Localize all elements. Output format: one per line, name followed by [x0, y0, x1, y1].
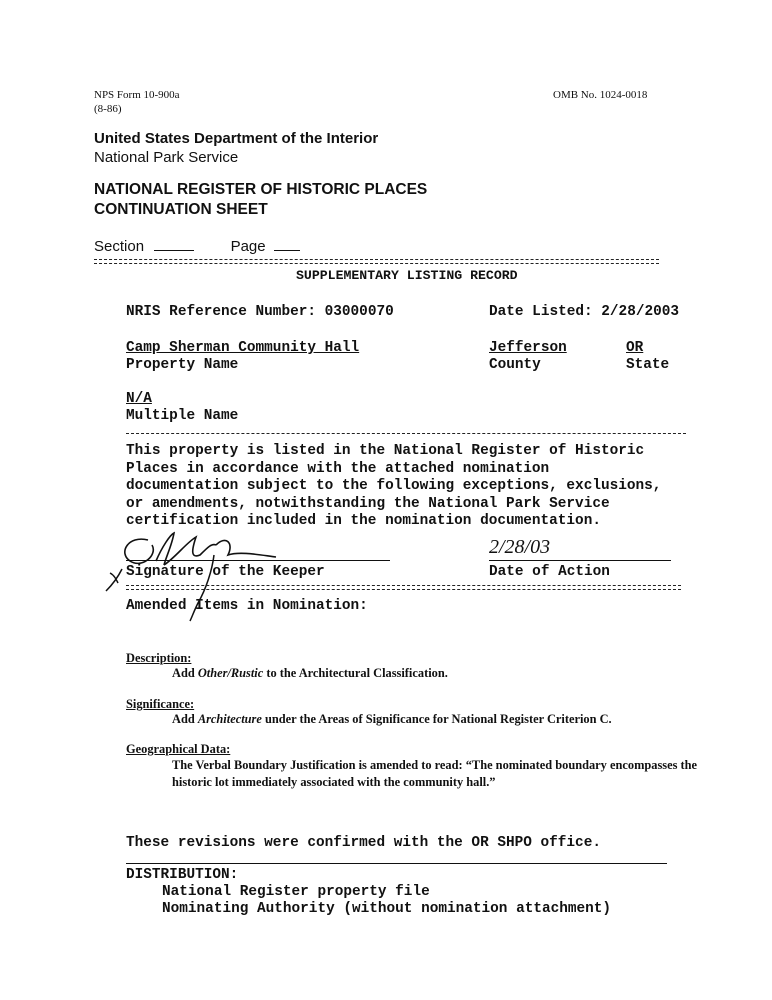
geographical-text: The Verbal Boundary Justification is amended to read: “The nominated boundary encompasses the historic lot immediately associated with the community hall.” [172, 758, 698, 789]
state: OR [626, 340, 644, 356]
nris-number: 03000070 [324, 304, 394, 320]
action-date: 2/28/03 [489, 536, 551, 558]
date-listed-value: 2/28/2003 [601, 304, 680, 320]
distribution-list [162, 884, 611, 918]
nris-reference [126, 304, 394, 320]
multiple-name: N/A [126, 391, 152, 407]
omb-number: OMB No. 1024-0018 [553, 89, 648, 101]
department-title: United States Department of the Interior [94, 130, 379, 147]
county: Jefferson [489, 340, 567, 356]
statement-line: certification included in the nomination documentation. [126, 513, 601, 530]
statement-line: This property is listed in the National Register of Historic [126, 443, 645, 459]
property-name-label: Property Name [126, 357, 239, 373]
amended-label: Amended Items in Nomination: [126, 598, 368, 614]
action-date-label: Date of Action [489, 564, 610, 580]
section-label: Section [94, 238, 145, 255]
nris-label: NRIS Reference Number: [126, 304, 316, 320]
statement-line: Places in accordance with the attached nomination [126, 460, 550, 477]
property-name: Camp Sherman Community Hall [126, 340, 360, 356]
distribution-divider [126, 863, 667, 864]
significance-text: Add Architecture under the Areas of Significance for National Register Criterion C. [172, 712, 612, 726]
description-heading: Description: [126, 651, 192, 665]
multiple-name-label: Multiple Name [126, 408, 239, 424]
register-title: NATIONAL REGISTER OF HISTORIC PLACES [94, 181, 428, 198]
date-listed-label: Date Listed: [489, 304, 593, 320]
action-date-line [489, 560, 671, 561]
agency-title: National Park Service [94, 149, 239, 166]
page-label: Page [230, 238, 266, 255]
sheet-title: CONTINUATION SHEET [94, 201, 268, 218]
statement-divider [126, 433, 686, 434]
state-label: State [626, 357, 670, 373]
statement-line: documentation subject to the following exceptions, exclusions, [126, 478, 662, 495]
record-title: SUPPLEMENTARY LISTING RECORD [296, 268, 518, 283]
list-item: Nominating Authority (without nomination attachment) [162, 901, 612, 917]
page-blank [274, 236, 300, 251]
amended-divider [126, 585, 681, 590]
list-item: National Register property file [162, 884, 430, 900]
section-blank [154, 236, 194, 251]
header-divider [94, 259, 659, 264]
county-label: County [489, 357, 541, 373]
statement-line: or amendments, notwithstanding the National Park Service [126, 495, 610, 512]
signature-label: Signature of the Keeper [126, 564, 325, 580]
description-text: Add Other/Rustic to the Architectural Classification. [172, 666, 448, 680]
listing-statement [126, 443, 661, 531]
form-number: NPS Form 10-900a [94, 89, 180, 101]
significance-heading: Significance: [126, 697, 195, 711]
geographical-heading: Geographical Data: [126, 742, 231, 756]
date-listed [489, 304, 679, 320]
form-date: (8-86) [94, 103, 122, 115]
section-field [94, 236, 300, 255]
confirmation-note: These revisions were confirmed with the OR SHPO office. [126, 835, 601, 851]
distribution-label: DISTRIBUTION: [126, 867, 239, 883]
